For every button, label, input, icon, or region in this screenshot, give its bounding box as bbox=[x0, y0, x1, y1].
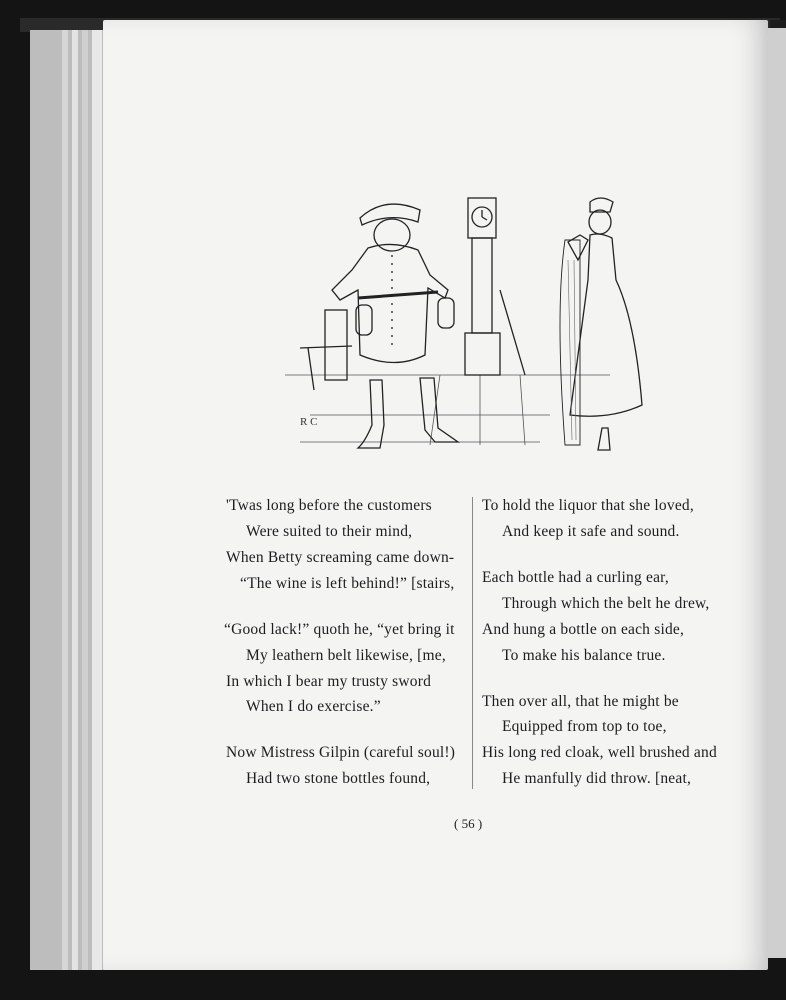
verse-line: In which I bear my trusty sword bbox=[226, 673, 432, 690]
verse-line: And hung a bottle on each side, bbox=[482, 621, 685, 638]
verse-line: To hold the liquor that she loved, bbox=[482, 497, 694, 514]
book-page bbox=[103, 20, 768, 970]
verse-line: When Betty screaming came down- bbox=[226, 549, 455, 566]
verse-line: Equipped from top to toe, bbox=[502, 718, 667, 735]
verse-line: Were suited to their mind, bbox=[246, 523, 413, 540]
verse-line: Now Mistress Gilpin (careful soul!) bbox=[226, 744, 456, 761]
chair bbox=[300, 310, 352, 390]
verse-line: Each bottle had a curling ear, bbox=[482, 569, 669, 586]
illustrator-signature: R C bbox=[300, 416, 318, 428]
verse-line: He manfully did throw. [neat, bbox=[502, 770, 692, 787]
verse-line: His long red cloak, well brushed and bbox=[482, 744, 717, 761]
woman-figure bbox=[560, 198, 642, 450]
verse-line: “Good lack!” quoth he, “yet bring it bbox=[224, 621, 455, 638]
verse-line: “The wine is left behind!” [stairs, bbox=[240, 575, 455, 592]
page-edge bbox=[92, 30, 102, 970]
verse-line: Through which the belt he drew, bbox=[502, 595, 710, 612]
page-edge bbox=[72, 30, 78, 970]
page-edge bbox=[62, 30, 68, 970]
verse-line: Then over all, that he might be bbox=[482, 693, 679, 710]
verse-line: My leathern belt likewise, [me, bbox=[246, 647, 446, 664]
page-number: ( 56 ) bbox=[454, 816, 483, 831]
verse-line: To make his balance true. bbox=[502, 647, 666, 664]
column-divider bbox=[472, 497, 473, 789]
verse-line: 'Twas long before the customers bbox=[226, 497, 432, 514]
next-page-edge bbox=[768, 28, 786, 958]
man-figure bbox=[332, 204, 458, 448]
verse-line: Had two stone bottles found, bbox=[246, 770, 431, 787]
grandfather-clock bbox=[465, 198, 525, 375]
page-edge bbox=[82, 30, 88, 970]
illustration bbox=[280, 180, 660, 465]
verse-line: And keep it safe and sound. bbox=[502, 523, 680, 540]
verse-line: When I do exercise.” bbox=[246, 698, 381, 715]
